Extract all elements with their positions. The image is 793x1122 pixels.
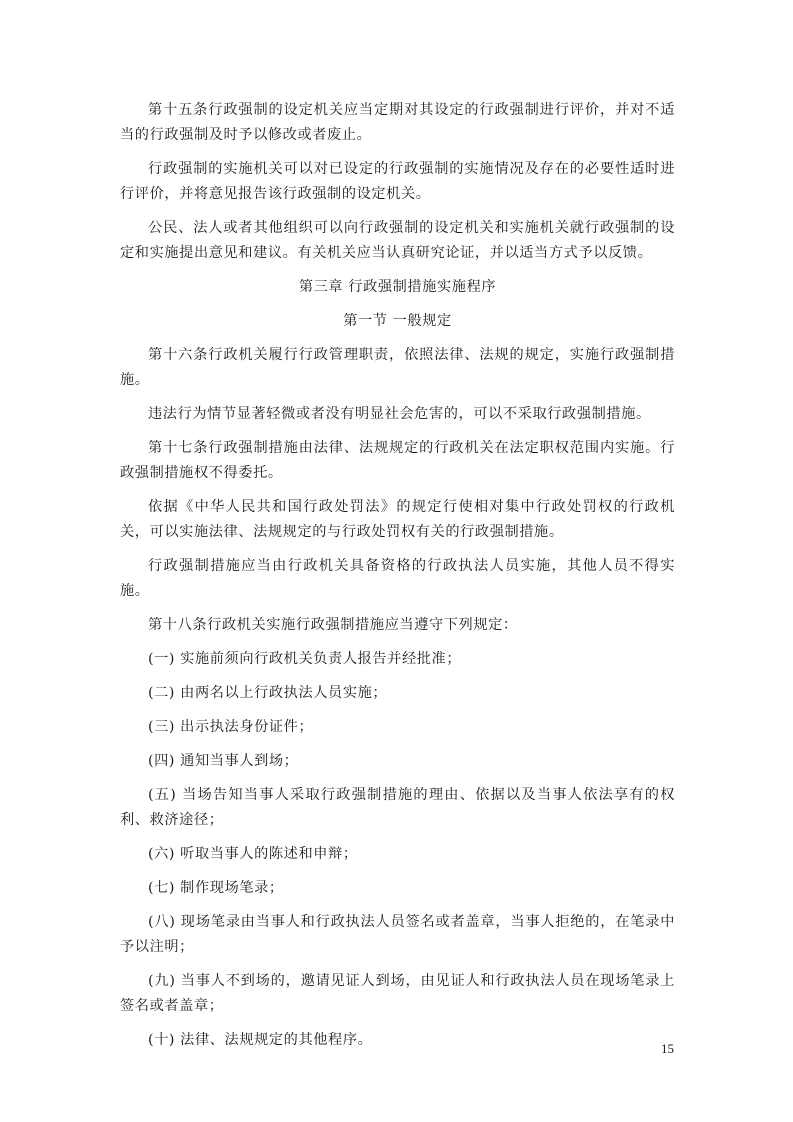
paragraph-article-16: 第十六条行政机关履行行政管理职责，依照法律、法规的规定，实施行政强制措施。 <box>120 347 675 388</box>
list-item: (三) 出示执法身份证件； <box>148 719 314 735</box>
paragraph-administrative-penalty-law: 依据《中华人民共和国行政处罚法》的规定行使相对集中行政处罚权的行政机关，可以实施法律、法规规定的与行政处罚权有关的行政强制措施。 <box>120 499 675 540</box>
section-title: 第一节 一般规定 <box>343 313 452 329</box>
list-item: (九) 当事人不到场的，邀请见证人到场，由见证人和行政执法人员在现场笔录上签名或者盖章； <box>120 973 675 1014</box>
list-item: (十) 法律、法规规定的其他程序。 <box>148 1032 373 1048</box>
document-body <box>120 98 675 1062</box>
list-item: (六) 听取当事人的陈述和申辩； <box>148 846 358 862</box>
paragraph-public-feedback: 公民、法人或者其他组织可以向行政强制的设定机关和实施机关就行政强制的设定和实施提出意见和建议。有关机关应当认真研究论证，并以适当方式予以反馈。 <box>120 220 675 261</box>
paragraph-implementation-review: 行政强制的实施机关可以对已设定的行政强制的实施情况及存在的必要性适时进行评价，并将意见报告该行政强制的设定机关。 <box>120 161 675 202</box>
paragraph-article-17: 第十七条行政强制措施由法律、法规规定的行政机关在法定职权范围内实施。行政强制措施权不得委托。 <box>120 440 675 481</box>
chapter-title: 第三章 行政强制措施实施程序 <box>298 279 497 295</box>
paragraph-qualified-personnel: 行政强制措施应当由行政机关具备资格的行政执法人员实施，其他人员不得实施。 <box>120 558 675 599</box>
list-item: (一) 实施前须向行政机关负责人报告并经批准； <box>148 651 462 667</box>
paragraph-article-18: 第十八条行政机关实施行政强制措施应当遵守下列规定： <box>148 617 518 633</box>
list-item: (五) 当场告知当事人采取行政强制措施的理由、依据以及当事人依法享有的权利、救济途径； <box>120 787 675 828</box>
paragraph-minor-violation: 违法行为情节显著轻微或者没有明显社会危害的，可以不采取行政强制措施。 <box>148 406 651 422</box>
list-item: (八) 现场笔录由当事人和行政执法人员签名或者盖章，当事人拒绝的，在笔录中予以注明； <box>120 914 675 955</box>
list-item: (七) 制作现场笔录； <box>148 880 284 896</box>
list-item: (二) 由两名以上行政执法人员实施； <box>148 685 388 701</box>
paragraph-article-15: 第十五条行政强制的设定机关应当定期对其设定的行政强制进行评价，并对不适当的行政强制及时予以修改或者废止。 <box>120 102 675 143</box>
list-item: (四) 通知当事人到场； <box>148 753 299 769</box>
page-number: 15 <box>661 1041 674 1056</box>
